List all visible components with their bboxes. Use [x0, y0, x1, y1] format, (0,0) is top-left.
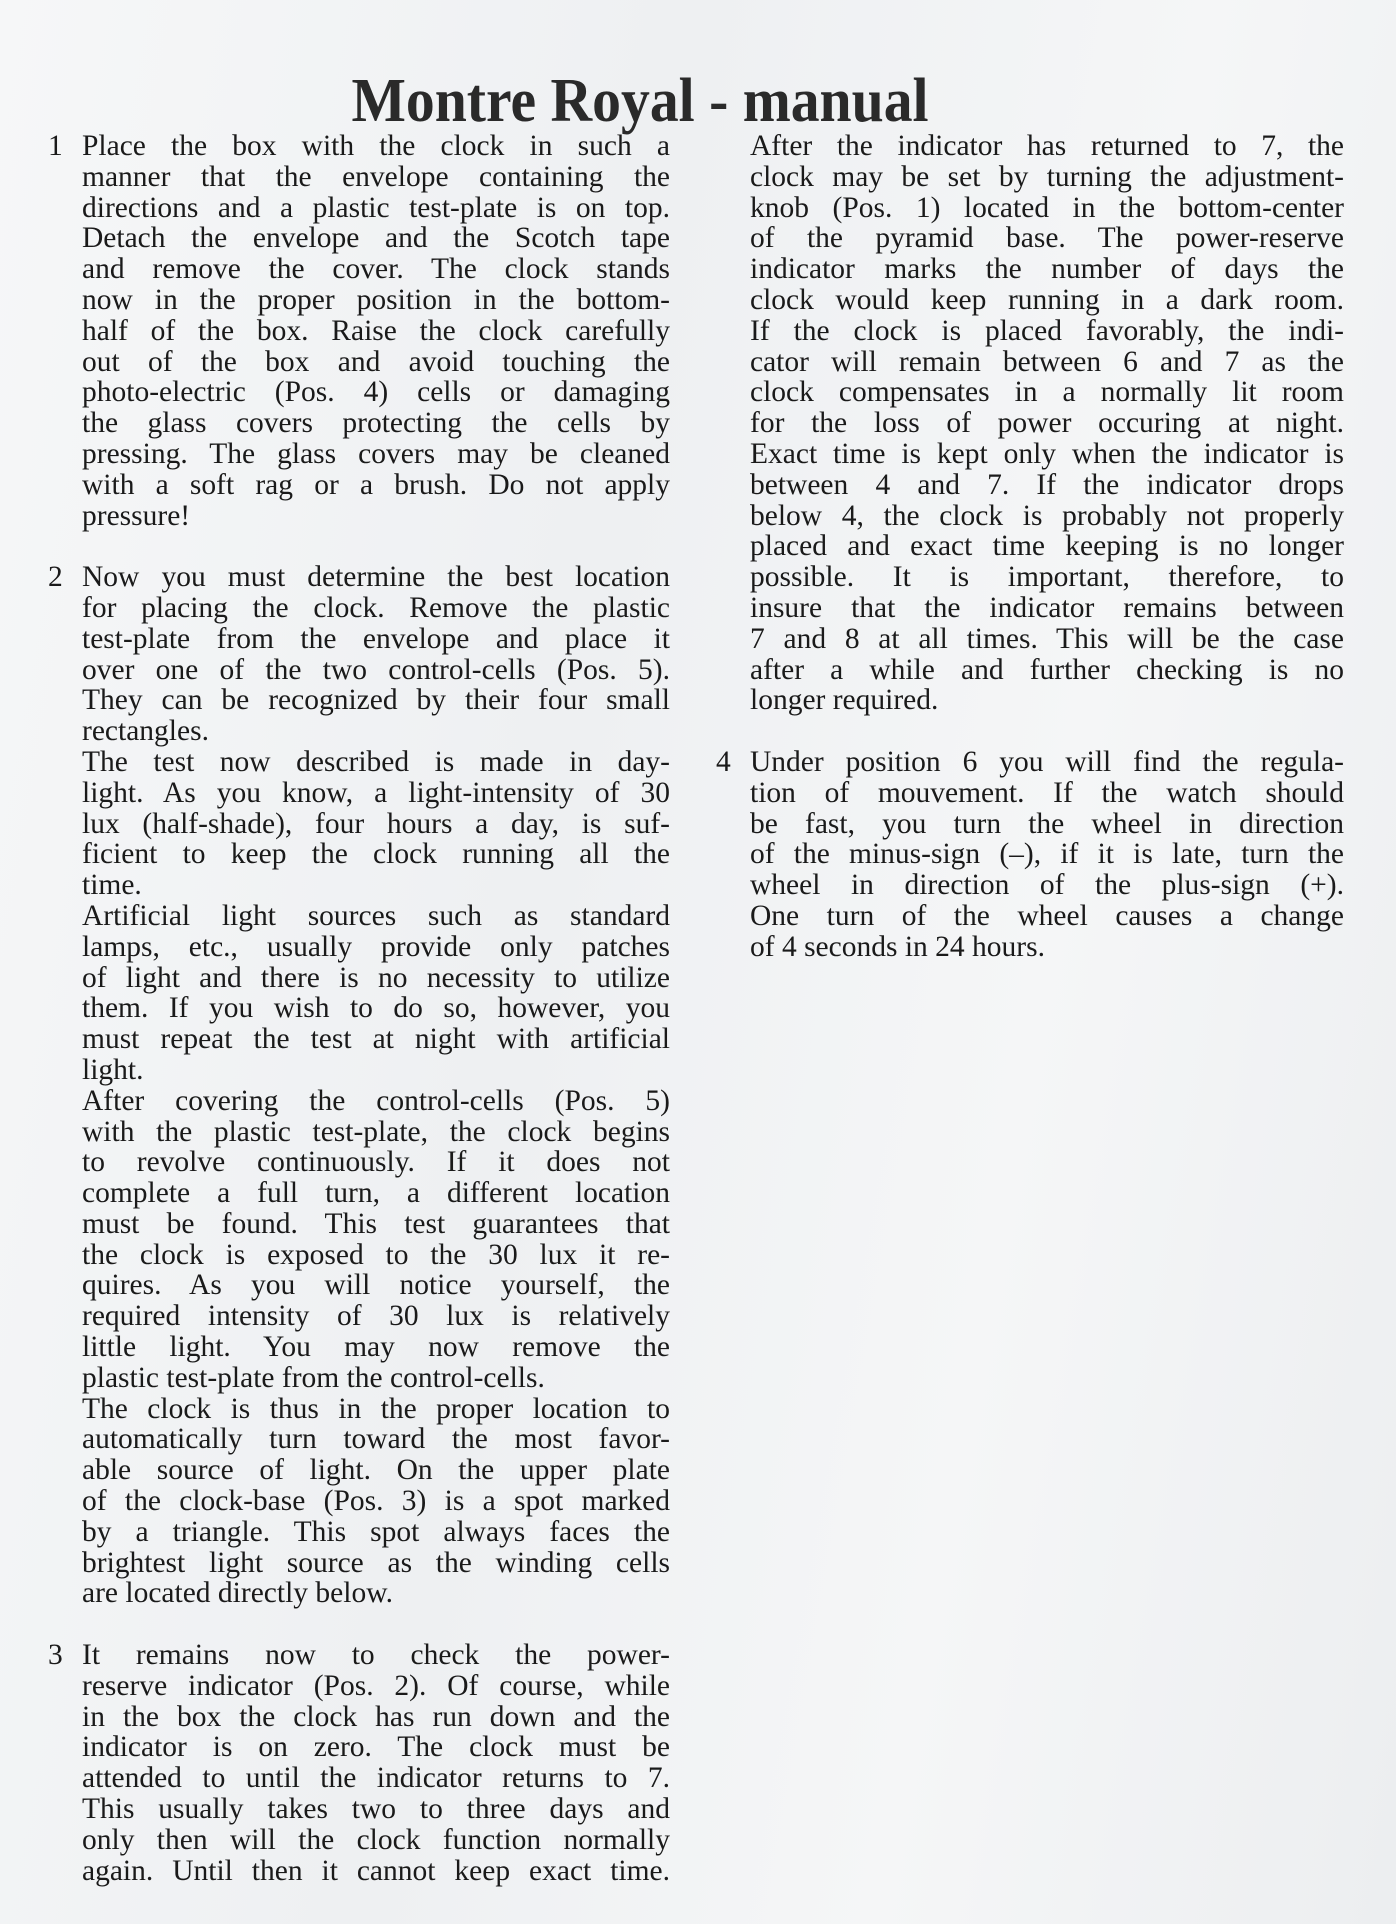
- text-line: only then will the clock function normally: [82, 1823, 670, 1856]
- text-line: This usually takes two to three days and: [82, 1793, 670, 1826]
- text-line: the clock is exposed to the 30 lux it re-: [82, 1238, 670, 1271]
- text-line: are located directly below.: [82, 1577, 393, 1610]
- text-line: plastic test-plate from the control-cells.: [82, 1361, 545, 1394]
- text-line: now in the proper position in the bottom-: [82, 283, 670, 316]
- text-line: between 4 and 7. If the indicator drops: [750, 468, 1344, 501]
- text-line: tion of mouvement. If the watch should: [750, 776, 1344, 809]
- right-column: [716, 131, 1344, 963]
- text-line: reserve indicator (Pos. 2). Of course, while: [82, 1669, 670, 1702]
- text-line: indicator is on zero. The clock must be: [82, 1731, 670, 1764]
- section-3-continued: [716, 131, 1344, 716]
- left-column: [48, 131, 670, 1886]
- section-4: [716, 747, 1344, 963]
- text-line: little light. You may now remove the: [82, 1331, 670, 1364]
- text-line: able source of light. On the upper plate: [82, 1454, 670, 1487]
- text-line: time.: [82, 869, 142, 902]
- text-line: the glass covers protecting the cells by: [82, 407, 670, 440]
- section-number: 1: [48, 130, 63, 162]
- text-line: must be found. This test guarantees that: [82, 1207, 670, 1240]
- text-line: Place the box with the clock in such a: [82, 130, 670, 162]
- section-4-paragraph-1: [750, 747, 1344, 963]
- text-line: insure that the indicator remains between: [750, 591, 1344, 624]
- text-line: over one of the two control-cells (Pos. 5).: [82, 653, 670, 686]
- text-line: pressure!: [82, 499, 191, 532]
- text-line: Now you must determine the best location: [82, 561, 670, 594]
- text-line: and remove the cover. The clock stands: [82, 253, 670, 286]
- text-line: them. If you wish to do so, however, you: [82, 992, 670, 1025]
- text-line: wheel in direction of the plus-sign (+).: [750, 869, 1344, 902]
- text-line: clock may be set by turning the adjustment-: [750, 160, 1344, 193]
- section-2-paragraph-3: [82, 901, 670, 1086]
- text-line: quires. As you will notice yourself, the: [82, 1269, 670, 1302]
- section-2-paragraph-4: [82, 1086, 670, 1394]
- text-line: light. As you know, a light-intensity of 30: [82, 776, 670, 809]
- text-line: lux (half-shade), four hours a day, is suf-: [82, 807, 670, 840]
- text-line: cator will remain between 6 and 7 as the: [750, 345, 1344, 378]
- section-gap: [48, 531, 670, 562]
- section-2-paragraph-1: [82, 562, 670, 747]
- text-line: after a while and further checking is no: [750, 653, 1344, 686]
- text-line: One turn of the wheel causes a change: [750, 899, 1344, 932]
- text-line: for the loss of power occuring at night.: [750, 407, 1344, 440]
- section-1: [48, 131, 670, 531]
- text-line: ficient to keep the clock running all the: [82, 838, 670, 871]
- section-2-paragraph-5: [82, 1394, 670, 1610]
- text-line: lamps, etc., usually provide only patches: [82, 930, 670, 963]
- text-line: of the clock-base (Pos. 3) is a spot marked: [82, 1485, 670, 1518]
- text-line: of the minus-sign (–), if it is late, turn the: [750, 838, 1344, 871]
- text-line: attended to until the indicator returns to 7.: [82, 1762, 670, 1795]
- text-line: for placing the clock. Remove the plastic: [82, 591, 670, 624]
- text-line: clock compensates in a normally lit room: [750, 376, 1344, 409]
- text-line: placed and exact time keeping is no longer: [750, 530, 1344, 563]
- text-line: required intensity of 30 lux is relatively: [82, 1300, 670, 1333]
- section-3: [48, 1640, 670, 1886]
- text-line: Artificial light sources such as standard: [82, 899, 670, 932]
- text-line: automatically turn toward the most favor-: [82, 1423, 670, 1456]
- text-line: again. Until then it cannot keep exact time.: [82, 1854, 670, 1887]
- text-line: Under position 6 you will find the regula-: [750, 745, 1344, 778]
- text-line: out of the box and avoid touching the: [82, 345, 670, 378]
- section-3-paragraph-1: [82, 1640, 670, 1886]
- text-line: be fast, you turn the wheel in direction: [750, 807, 1344, 840]
- section-2-paragraph-2: [82, 747, 670, 901]
- text-line: After covering the control-cells (Pos. 5): [82, 1084, 670, 1117]
- text-line: possible. It is important, therefore, to: [750, 561, 1344, 594]
- section-3-paragraph-2: [750, 131, 1344, 716]
- text-line: longer required.: [750, 684, 939, 717]
- text-line: 7 and 8 at all times. This will be the case: [750, 622, 1344, 655]
- text-line: below 4, the clock is probably not properly: [750, 499, 1344, 532]
- text-line: rectangles.: [82, 715, 209, 748]
- section-number: 2: [48, 561, 63, 594]
- text-line: of the pyramid base. The power-reserve: [750, 222, 1344, 255]
- text-line: pressing. The glass covers may be cleaned: [82, 437, 670, 470]
- text-line: directions and a plastic test-plate is on top.: [82, 191, 670, 224]
- section-gap: [48, 1609, 670, 1640]
- text-line: in the box the clock has run down and the: [82, 1700, 670, 1733]
- text-line: with a soft rag or a brush. Do not apply: [82, 468, 670, 501]
- text-line: half of the box. Raise the clock carefully: [82, 314, 670, 347]
- text-line: of light and there is no necessity to utilize: [82, 961, 670, 994]
- text-line: brightest light source as the winding cells: [82, 1546, 670, 1579]
- text-line: indicator marks the number of days the: [750, 253, 1344, 286]
- page-title: Montre Royal - manual: [351, 66, 929, 135]
- text-line: to revolve continuously. If it does not: [82, 1146, 670, 1179]
- text-line: It remains now to check the power-: [82, 1639, 670, 1672]
- text-line: They can be recognized by their four small: [82, 684, 670, 717]
- text-line: The clock is thus in the proper location to: [82, 1392, 670, 1425]
- section-gap: [716, 716, 1344, 747]
- text-line: must repeat the test at night with artificial: [82, 1023, 670, 1056]
- section-number: 4: [716, 745, 731, 778]
- text-line: Exact time is kept only when the indicator is: [750, 437, 1344, 470]
- text-line: knob (Pos. 1) located in the bottom-center: [750, 191, 1344, 224]
- section-2: [48, 562, 670, 1609]
- text-line: After the indicator has returned to 7, the: [750, 130, 1344, 162]
- text-line: test-plate from the envelope and place it: [82, 622, 670, 655]
- text-line: Detach the envelope and the Scotch tape: [82, 222, 670, 255]
- text-line: clock would keep running in a dark room.: [750, 283, 1344, 316]
- text-line: manner that the envelope containing the: [82, 160, 670, 193]
- text-line: of 4 seconds in 24 hours.: [750, 930, 1045, 963]
- text-line: complete a full turn, a different location: [82, 1177, 670, 1210]
- text-line: The test now described is made in day-: [82, 745, 670, 778]
- text-line: with the plastic test-plate, the clock begins: [82, 1115, 670, 1148]
- text-line: light.: [82, 1053, 144, 1086]
- text-line: photo-electric (Pos. 4) cells or damaging: [82, 376, 670, 409]
- section-number: 3: [48, 1639, 63, 1672]
- text-line: If the clock is placed favorably, the indi-: [750, 314, 1344, 347]
- text-line: by a triangle. This spot always faces the: [82, 1515, 670, 1548]
- section-1-paragraph-1: [82, 131, 670, 531]
